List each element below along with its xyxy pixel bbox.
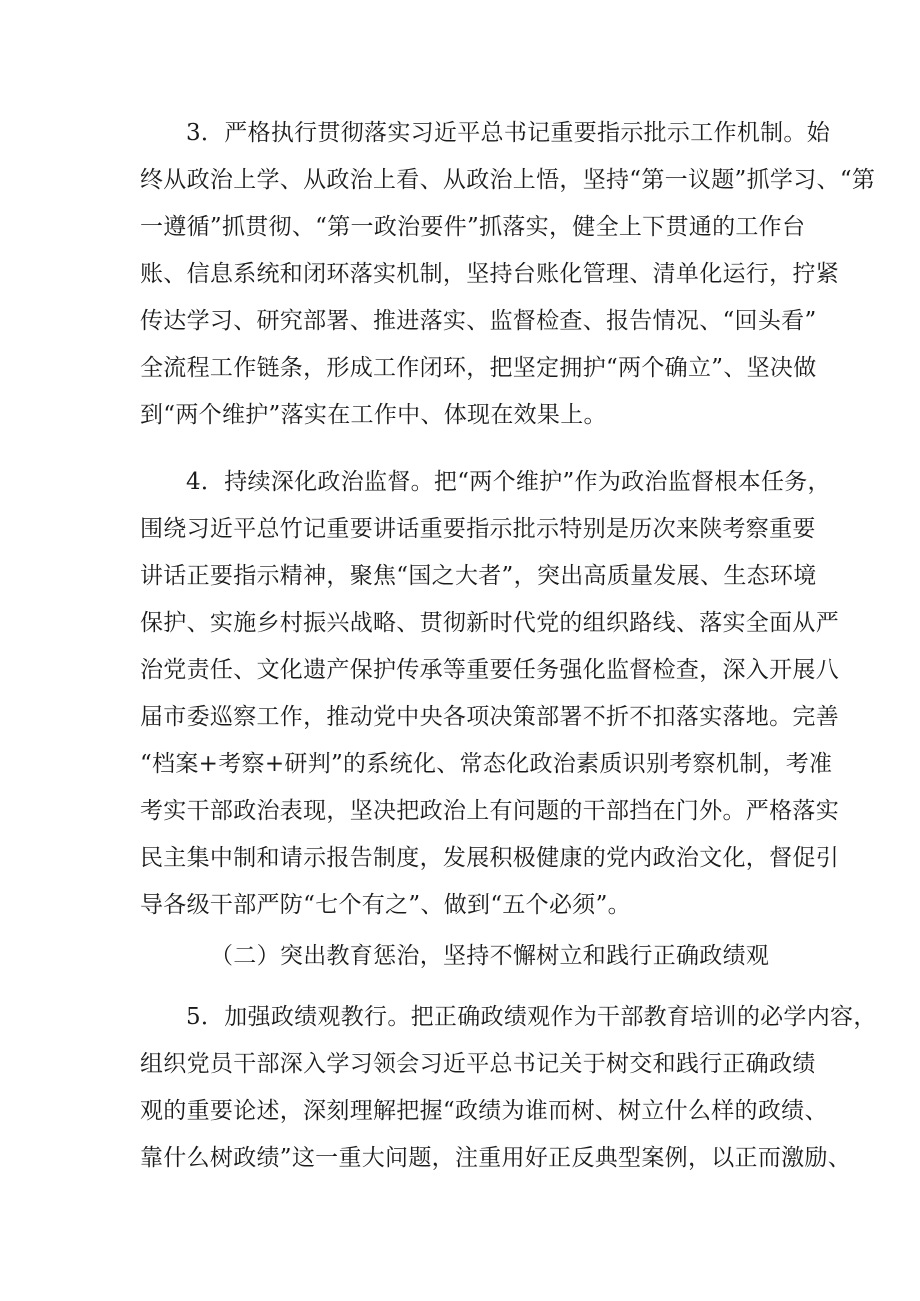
paragraph-5-line-4: 靠什么树政绩”这一重大问题，注重用好正反典型案例，以正而激励、 bbox=[140, 1145, 852, 1171]
paragraph-4-line-6: 届市委巡察工作，推动党中央各项决策部署不折不扣落实落地。完善 bbox=[140, 704, 839, 730]
paragraph-4-line-4: 保护、实施乡村振兴战略、贯彻新时代党的组织路线、落实全面从严 bbox=[140, 610, 839, 636]
paragraph-3-line-7: 到“两个维护”落实在工作中、体现在效果上。 bbox=[140, 402, 607, 428]
section-heading-2: （二）突出教育惩治，坚持不懈树立和践行正确政绩观 bbox=[210, 943, 770, 969]
paragraph-4-line-9: 民主集中制和请示报告制度，发展积极健康的党内政治文化，督促引 bbox=[140, 845, 839, 871]
paragraph-3-line-4: 账、信息系统和闭环落实机制，坚持台账化管理、清单化运行，拧紧 bbox=[140, 261, 839, 287]
paragraph-5-line-3: 观的重要论述，深刻理解把握“政绩为谁而树、树立什么样的政绩、 bbox=[140, 1098, 828, 1124]
paragraph-3-line-6: 全流程工作链条，形成工作闭环，把坚定拥护“两个确立”、坚决做 bbox=[140, 355, 817, 381]
paragraph-5-line-1: 5．加强政绩观教行。把正确政绩观作为干部教育培训的必学内容， bbox=[186, 1004, 877, 1030]
paragraph-4-line-5: 治党责任、文化遗产保护传承等重要任务强化监督检查，深入开展八 bbox=[140, 657, 839, 683]
paragraph-4-line-2: 围绕习近平总竹记重要讲话重要指示批示特别是历次来陕考察重要 bbox=[140, 516, 816, 542]
paragraph-3-line-1: 3．严格执行贯彻落实习近平总书记重要指示批示工作机制。始 bbox=[186, 120, 831, 146]
paragraph-4-line-7: “档案+考察+研判”的系统化、常态化政治素质识别考察机制，考准 bbox=[140, 751, 833, 777]
paragraph-4-line-3: 讲话正要指示精神，聚焦“国之大者”，突出高质量发展、生态环境 bbox=[140, 563, 817, 589]
paragraph-4-line-10: 导各级干部严防“七个有之”、做到“五个必须”。 bbox=[140, 892, 631, 918]
paragraph-3-line-2: 终从政治上学、从政治上看、从政治上悟，坚持“第一议题”抓学习、“第 bbox=[140, 167, 876, 193]
paragraph-3-line-5: 传达学习、研究部署、推进落实、监督检查、报告情况、“回头看” bbox=[140, 308, 817, 334]
paragraph-4-line-1: 4．持续深化政治监督。把“两个维护”作为政治监督根本任务， bbox=[186, 469, 831, 495]
paragraph-3-line-3: 一遵循”抓贯彻、“第一政治要件”抓落实，健全上下贯通的工作台 bbox=[140, 214, 806, 240]
paragraph-4-line-8: 考实干部政治表现，坚决把政治上有问题的干部挡在门外。严格落实 bbox=[140, 798, 839, 824]
paragraph-5-line-2: 组织党员干部深入学习领会习近平总书记关于树交和践行正确政绩 bbox=[140, 1051, 816, 1077]
